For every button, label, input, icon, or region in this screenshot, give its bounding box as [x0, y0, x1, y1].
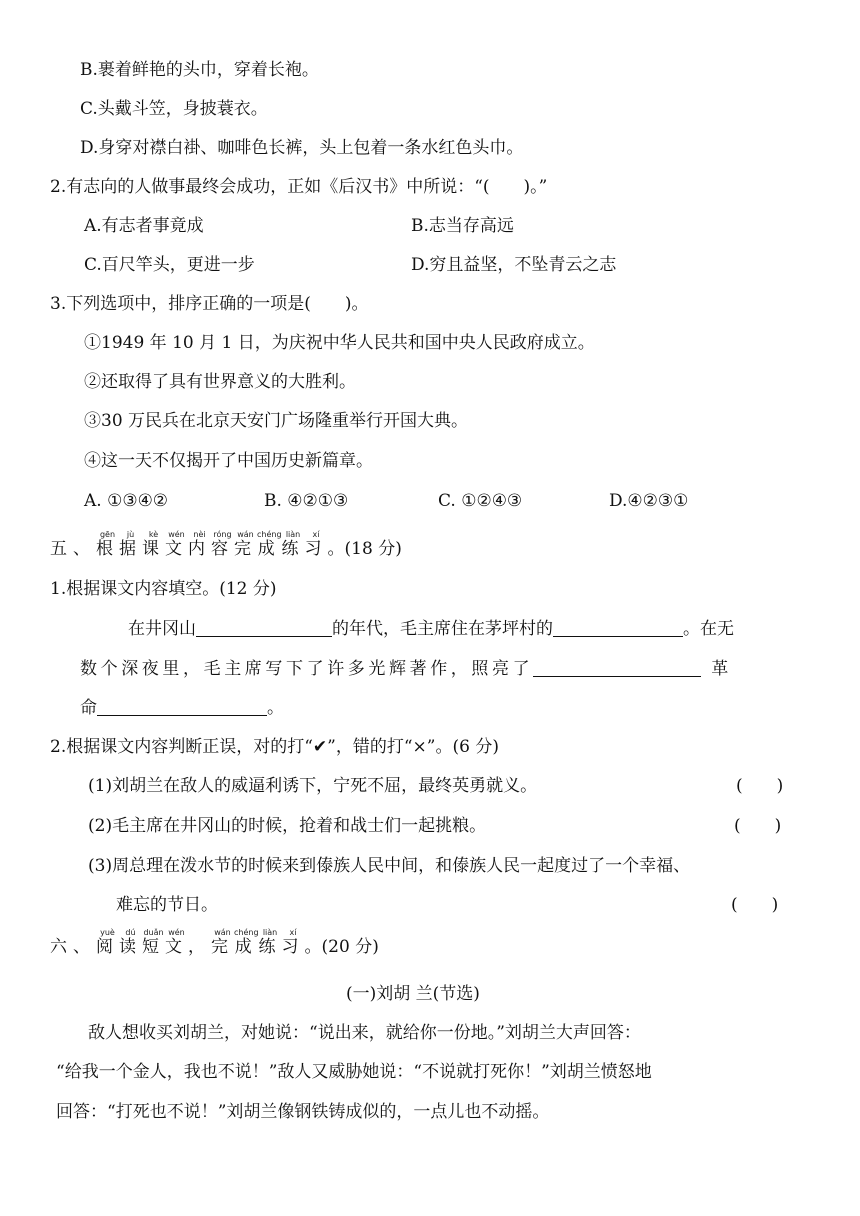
section-6-title-char-text: 文	[165, 937, 188, 957]
section-6-title-char	[188, 937, 211, 957]
q2-option-c: C.百尺竿头，更进一步	[84, 255, 255, 275]
section-6-title-char	[96, 928, 119, 957]
q3-sentence-1: ①1949 年 10 月 1 日，为庆祝中华人民共和国中央人民政府成立。	[84, 333, 595, 353]
q3-option-c: C. ①②④③	[438, 491, 523, 511]
section-5-score: 。(18 分)	[327, 539, 402, 559]
section-5-title-pinyin: wén	[165, 530, 188, 539]
section-5-title-pinyin: liàn	[281, 530, 305, 539]
q2-stem: 2.有志向的人做事最终会成功，正如《后汉书》中所说：“( )。”	[50, 177, 548, 197]
section-5-title-char	[96, 530, 119, 559]
fill-blank-1[interactable]	[196, 618, 332, 637]
q1-option-d: D.身穿对襟白褂、咖啡色长裤，头上包着一条水红色头巾。	[80, 138, 524, 158]
section-5-title-char	[257, 530, 282, 559]
fill-line-2	[80, 658, 732, 680]
section-6-title-pinyin: wán	[211, 928, 234, 937]
fill-text: 革	[711, 659, 732, 679]
section-5-title-char-text: 完	[234, 539, 257, 559]
passage-line-2: “给我一个金人，我也不说！”敌人又威胁她说：“不说就打死你！”刘胡兰愤怒地	[56, 1062, 652, 1082]
section-6-title-char	[165, 928, 188, 957]
section-5-title-char	[304, 530, 328, 559]
section-6-title-char-text: 习	[281, 937, 305, 957]
section-5-title-pinyin: wán	[234, 530, 257, 539]
section-6-title-char	[119, 928, 142, 957]
fill-text: 数个深夜里，毛主席写下了许多光辉著作，照亮了	[80, 659, 534, 679]
section-6-title-char	[142, 928, 165, 957]
section-6-title-pinyin: dú	[119, 928, 142, 937]
q3-stem: 3.下列选项中，排序正确的一项是( )。	[50, 294, 369, 314]
section-6-title-pinyin: xí	[281, 928, 305, 937]
section-5-title-pinyin: jù	[119, 530, 142, 539]
section-5-title-char	[165, 530, 188, 559]
s5-q2-title: 2.根据课文内容判断正误，对的打“✔”，错的打“×”。(6 分)	[50, 737, 499, 757]
section-6-title-pinyin: wén	[165, 928, 188, 937]
passage-line-3: 回答：“打死也不说！”刘胡兰像钢铁铸成似的，一点儿也不动摇。	[56, 1102, 550, 1122]
section-6-title-pinyin: chéng	[234, 928, 259, 937]
section-5-title-char-text: 据	[119, 539, 142, 559]
judge-answer-2[interactable]: ( )	[734, 816, 782, 836]
section-5-title-char	[119, 530, 142, 559]
section-6-title-char-text: 短	[142, 937, 165, 957]
fill-text: 。	[267, 698, 284, 718]
passage-title: (一)刘胡 兰(节选)	[346, 984, 480, 1004]
q3-option-d: D.④②③①	[609, 491, 689, 511]
section-5-title-char-text: 习	[304, 539, 328, 559]
fill-text: 的年代，毛主席住在茅坪村的	[332, 619, 553, 639]
judge-item-1: (1)刘胡兰在敌人的威逼利诱下，宁死不屈，最终英勇就义。	[88, 776, 538, 796]
section-5-title-char-text: 课	[142, 539, 165, 559]
judge-answer-3[interactable]: ( )	[731, 895, 779, 915]
section-5-title-pinyin: kè	[142, 530, 165, 539]
fill-text: 命	[80, 698, 97, 718]
fill-blank-3[interactable]	[533, 658, 701, 677]
judge-item-2: (2)毛主席在井冈山的时候，抢着和战士们一起挑粮。	[88, 816, 487, 836]
fill-line-3	[80, 697, 284, 719]
section-6-title-char	[281, 928, 305, 957]
section-6-title-char-text: ，	[188, 937, 211, 957]
q1-option-b: B.裹着鲜艳的头巾，穿着长袍。	[80, 60, 319, 80]
judge-item-3: (3)周总理在泼水节的时候来到傣族人民中间，和傣族人民一起度过了一个幸福、	[88, 856, 691, 876]
q2-option-b: B.志当存高远	[411, 216, 514, 236]
section-5-title-pinyin: chéng	[257, 530, 282, 539]
q1-option-c: C.头戴斗笠，身披蓑衣。	[80, 99, 268, 119]
section-6-title-char	[258, 928, 282, 957]
section-6-title-char-text: 成	[234, 937, 259, 957]
section-5-title-char-text: 根	[96, 539, 119, 559]
q3-option-b: B. ④②①③	[264, 491, 349, 511]
section-6-number: 六、	[50, 937, 96, 957]
passage-line-1: 敌人想收买刘胡兰，对她说：“说出来，就给你一份地。”刘胡兰大声回答：	[88, 1023, 641, 1043]
section-6-title-pinyin: yuè	[96, 928, 119, 937]
q2-option-d: D.穷且益坚，不坠青云之志	[411, 255, 617, 275]
section-5-title-pinyin: gēn	[96, 530, 119, 539]
section-5-title-char	[188, 530, 211, 559]
fill-blank-2[interactable]	[553, 618, 683, 637]
q3-sentence-2: ②还取得了具有世界意义的大胜利。	[84, 372, 356, 392]
section-5-number: 五、	[50, 539, 96, 559]
section-5-title-pinyin: xí	[304, 530, 328, 539]
q2-option-a: A.有志者事竟成	[84, 216, 204, 236]
fill-text: 。在无	[683, 619, 734, 639]
section-6-title-char-text: 练	[258, 937, 282, 957]
q3-sentence-3: ③30 万民兵在北京天安门广场隆重举行开国大典。	[84, 411, 469, 431]
section-5-title-pinyin: nèi	[188, 530, 211, 539]
section-6-title-char-text: 读	[119, 937, 142, 957]
section-5-title-char-text: 容	[211, 539, 234, 559]
section-5-title-char	[142, 530, 165, 559]
section-6-title	[96, 928, 305, 957]
q3-sentence-4: ④这一天不仅揭开了中国历史新篇章。	[84, 451, 373, 471]
section-6-heading	[50, 928, 379, 964]
section-6-title-char-text: 完	[211, 937, 234, 957]
fill-line-1	[128, 618, 734, 640]
q3-option-a: A. ①③④②	[84, 491, 169, 511]
fill-blank-4[interactable]	[97, 697, 267, 716]
section-5-title-char	[211, 530, 234, 559]
judge-answer-1[interactable]: ( )	[736, 776, 784, 796]
section-5-title-char-text: 成	[257, 539, 282, 559]
section-6-title-char	[234, 928, 259, 957]
section-5-heading	[50, 530, 402, 566]
section-5-title-char-text: 文	[165, 539, 188, 559]
section-6-score: 。(20 分)	[304, 937, 379, 957]
section-5-title-char-text: 练	[281, 539, 305, 559]
section-5-title-pinyin: róng	[211, 530, 234, 539]
section-5-title-char	[281, 530, 305, 559]
judge-item-3-cont: 难忘的节日。	[116, 895, 218, 915]
section-6-title-pinyin: liàn	[258, 928, 282, 937]
section-5-title-char-text: 内	[188, 539, 211, 559]
section-6-title-char-text: 阅	[96, 937, 119, 957]
section-5-title	[96, 530, 328, 559]
section-6-title-pinyin: duǎn	[142, 928, 165, 937]
fill-text: 在井冈山	[128, 619, 196, 639]
section-6-title-char	[211, 928, 234, 957]
section-5-title-char	[234, 530, 257, 559]
s5-q1-title: 1.根据课文内容填空。(12 分)	[50, 579, 277, 599]
